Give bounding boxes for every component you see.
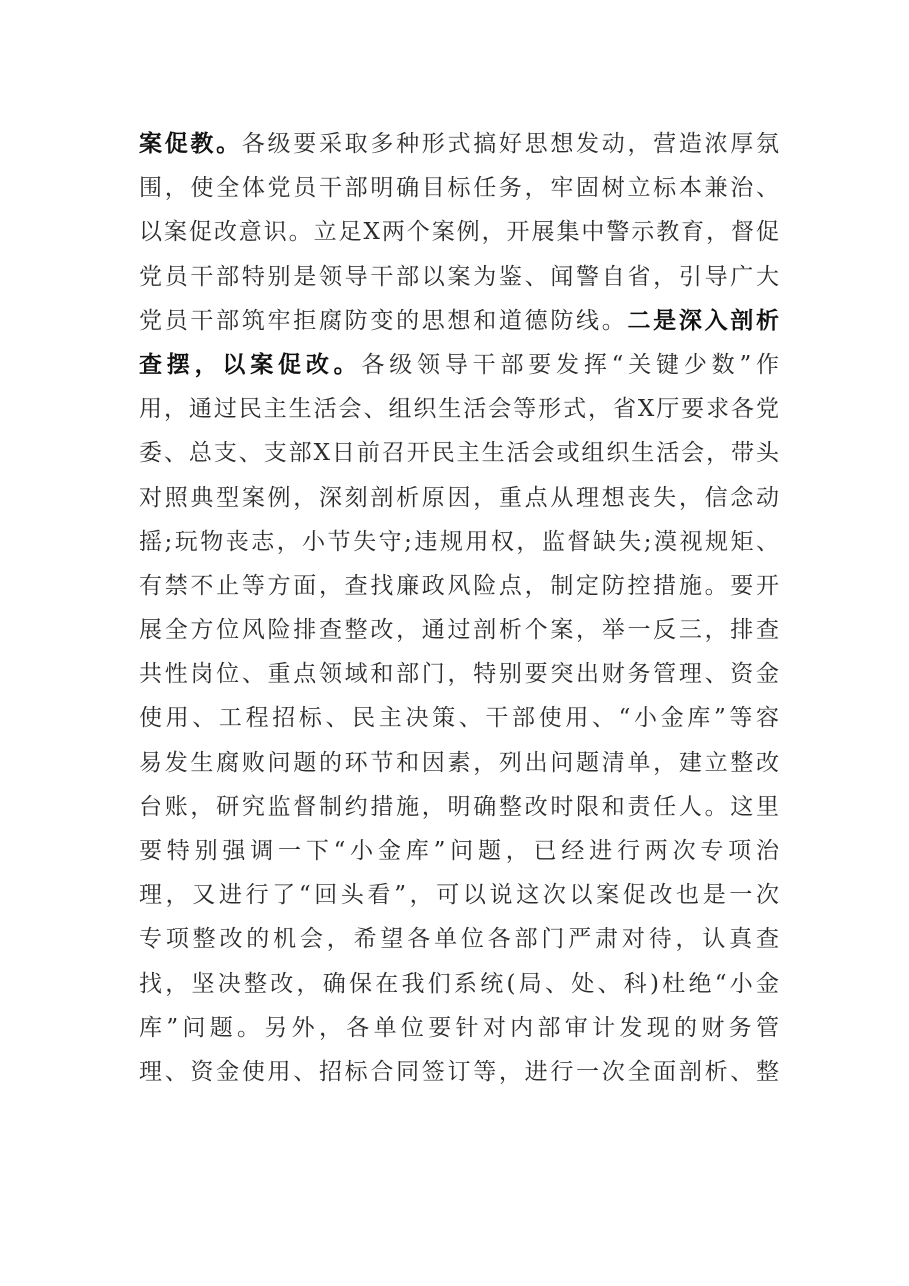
- text-segment: 各级要采取多种形式搞好思想发动，营造浓厚氛: [241, 131, 779, 157]
- text-line: [139, 829, 779, 873]
- text-line: [139, 343, 779, 387]
- text-segment: 用，通过民主生活会、组织生活会等形式，省X厅要求各党: [139, 396, 779, 423]
- text-line: [139, 608, 779, 652]
- text-segment: 理，又进行了“回头看”，可以说这次以案促改也是一次: [139, 882, 779, 909]
- text-line: [139, 564, 779, 608]
- bold-text-segment: 查摆，以案促改。: [139, 350, 362, 378]
- text-line: [139, 255, 779, 299]
- text-segment: 台账，研究监督制约措施，明确整改时限和责任人。这里: [139, 793, 779, 820]
- bold-text-segment: 案促教。: [139, 130, 242, 157]
- text-segment: 党员干部特别是领导干部以案为鉴、闻警自省，引导广大: [139, 263, 779, 290]
- text-line: [139, 696, 779, 740]
- text-segment: 各级领导干部要发挥“关键少数”作: [361, 351, 779, 378]
- text-segment: 使用、工程招标、民主决策、干部使用、“小金库”等容: [139, 705, 779, 732]
- text-line: [139, 166, 779, 210]
- text-line: [139, 873, 779, 917]
- text-segment: 对照典型案例，深刻剖析原因，重点从理想丧失，信念动: [139, 484, 779, 511]
- text-segment: 理、资金使用、招标合同签订等，进行一次全面剖析、整: [139, 1058, 779, 1085]
- text-line: [139, 299, 779, 343]
- text-line: [139, 520, 779, 564]
- text-line: [139, 785, 779, 829]
- text-line: [139, 476, 779, 520]
- text-segment: 委、总支、支部X日前召开民主生活会或组织生活会，带头: [139, 440, 779, 467]
- text-segment: 围，使全体党员干部明确目标任务，牢固树立标本兼治、: [139, 175, 779, 202]
- text-segment: 共性岗位、重点领域和部门，特别要突出财务管理、资金: [139, 661, 779, 688]
- body-text: [139, 122, 779, 1094]
- text-segment: 要特别强调一下“小金库”问题，已经进行两次专项治: [139, 838, 779, 864]
- text-line: [139, 962, 779, 1006]
- text-segment: 库”问题。另外，各单位要针对内部审计发现的财务管: [139, 1014, 779, 1041]
- text-segment: 党员干部筑牢拒腐防变的思想和道德防线。: [139, 307, 628, 334]
- text-line: [139, 431, 779, 475]
- text-line: [139, 1050, 779, 1094]
- text-line: [139, 1006, 779, 1050]
- text-segment: 展全方位风险排查整改，通过剖析个案，举一反三，排查: [139, 617, 779, 644]
- text-segment: 专项整改的机会，希望各单位各部门严肃对待，认真查: [139, 926, 779, 953]
- text-line: [139, 387, 779, 431]
- text-segment: 摇;玩物丧志，小节失守;违规用权，监督缺失;漠视规矩、: [139, 528, 779, 555]
- text-line: [139, 917, 779, 961]
- text-line: [139, 741, 779, 785]
- text-line: [139, 210, 779, 254]
- bold-text-segment: 二是深入剖析: [627, 306, 779, 334]
- text-line: [139, 652, 779, 696]
- text-segment: 找，坚决整改，确保在我们系统(局、处、科)杜绝“小金: [139, 970, 779, 997]
- text-segment: 以案促改意识。立足X两个案例，开展集中警示教育，督促: [139, 219, 779, 246]
- text-line: [139, 122, 779, 166]
- text-segment: 有禁不止等方面，查找廉政风险点，制定防控措施。要开: [139, 572, 779, 599]
- text-segment: 易发生腐败问题的环节和因素，列出问题清单，建立整改: [139, 749, 779, 776]
